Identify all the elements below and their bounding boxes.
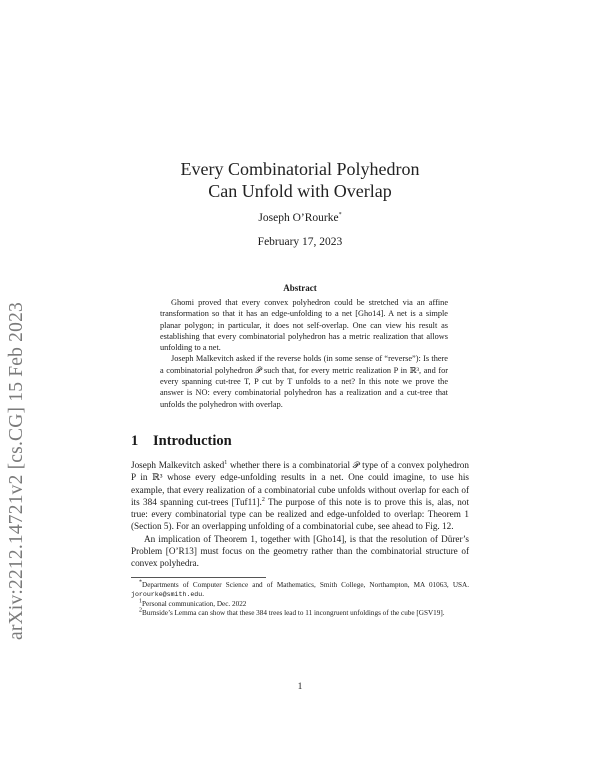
- section-title: Introduction: [153, 433, 232, 449]
- footnote-1-mark: 1: [139, 598, 142, 605]
- footnote-ref-1[interactable]: 1: [224, 459, 228, 466]
- abstract-paragraph-1: Ghomi proved that every convex polyhedron could be stretched via an affine transformation so that it has an edge-unfolding to a net [Gho14]. A net is a simple planar polygon; in particular, it does not self-overlap. One can view his result as establishing that every combinatorial polyhedron has a metric realization that allows unfolding to a net.: [160, 298, 448, 353]
- author: [0, 212, 600, 224]
- footnote-star-text: Departments of Computer Science and of Mathematics, Smith College, Northampton, MA 01063, USA.: [142, 581, 469, 589]
- footnote-2-mark: 2: [139, 607, 142, 614]
- author-email-link[interactable]: jorourke@smith.edu: [131, 591, 203, 599]
- footnote-star: [131, 581, 469, 600]
- abstract-paragraph-2: Joseph Malkevitch asked if the reverse holds (in some sense of “reverse”): Is there a combinatorial polyhedron 𝒫 such that, for every metric realization P in ℝ³, and for every spanning cut-tree T, P cut by T unfolds to a net? In this note we prove the answer is NO: every combinatorial polyhedron has a realization and a cut-tree that unfolds the polyhedron with overlap.: [160, 354, 448, 409]
- footnote-ref-2[interactable]: 2: [261, 496, 265, 503]
- abstract: [160, 297, 448, 410]
- section-heading: [131, 433, 232, 450]
- footnote-1: [131, 600, 469, 609]
- page-number: 1: [297, 682, 303, 692]
- abstract-heading: Abstract: [283, 283, 317, 293]
- footnote-rule: [131, 577, 266, 578]
- intro-paragraph-1: [131, 459, 469, 533]
- title-line-1: Every Combinatorial Polyhedron: [180, 159, 420, 179]
- footnote-star-end: .: [202, 590, 205, 599]
- title-line-2: Can Unfold with Overlap: [208, 181, 392, 201]
- paper-title: [0, 158, 600, 202]
- footnote-2: [131, 609, 469, 618]
- intro-body: [131, 459, 469, 570]
- footnote-2-text: Burnside’s Lemma can show that these 384 trees lead to 11 incongruent unfoldings of the cube [GSV19].: [142, 609, 445, 618]
- intro-text-c: The purpose of this note is to prove this is, alas, not true: every combinatorial type can be realized and edge-unfolded to overlap: Theorem 1 (Section 5). For an overlapping unfolding of a combinatorial cube, see ahead to Fig. 12.: [131, 496, 469, 532]
- date: February 17, 2023: [257, 236, 343, 248]
- footnote-star-mark: *: [139, 579, 142, 586]
- author-name: Joseph O’Rourke: [258, 212, 339, 224]
- arxiv-stamp: arXiv:2212.14721v2 [cs.CG] 15 Feb 2023: [6, 302, 27, 640]
- footnote-1-text: Personal communication, Dec. 2022: [142, 599, 247, 608]
- intro-text-a: Joseph Malkevitch asked: [131, 460, 225, 470]
- footnotes: [131, 581, 469, 619]
- intro-text-b: whether there is a combinatorial 𝒫 type of a convex polyhedron P in ℝ³ whose every edge-unfolding results in a net. One could imagine, to use his example, that every realization of a combinatorial cube unfolds without overlap for each of its 384 spanning cut-trees [Tuf11].: [131, 460, 469, 507]
- author-footnote-mark: *: [338, 212, 342, 219]
- intro-paragraph-2: An implication of Theorem 1, together with [Gho14], is that the resolution of Dürer’s Problem [O’R13] must focus on the geometry rather than the combinatorial structure of convex polyhedra.: [131, 533, 469, 569]
- section-number: 1: [131, 433, 139, 449]
